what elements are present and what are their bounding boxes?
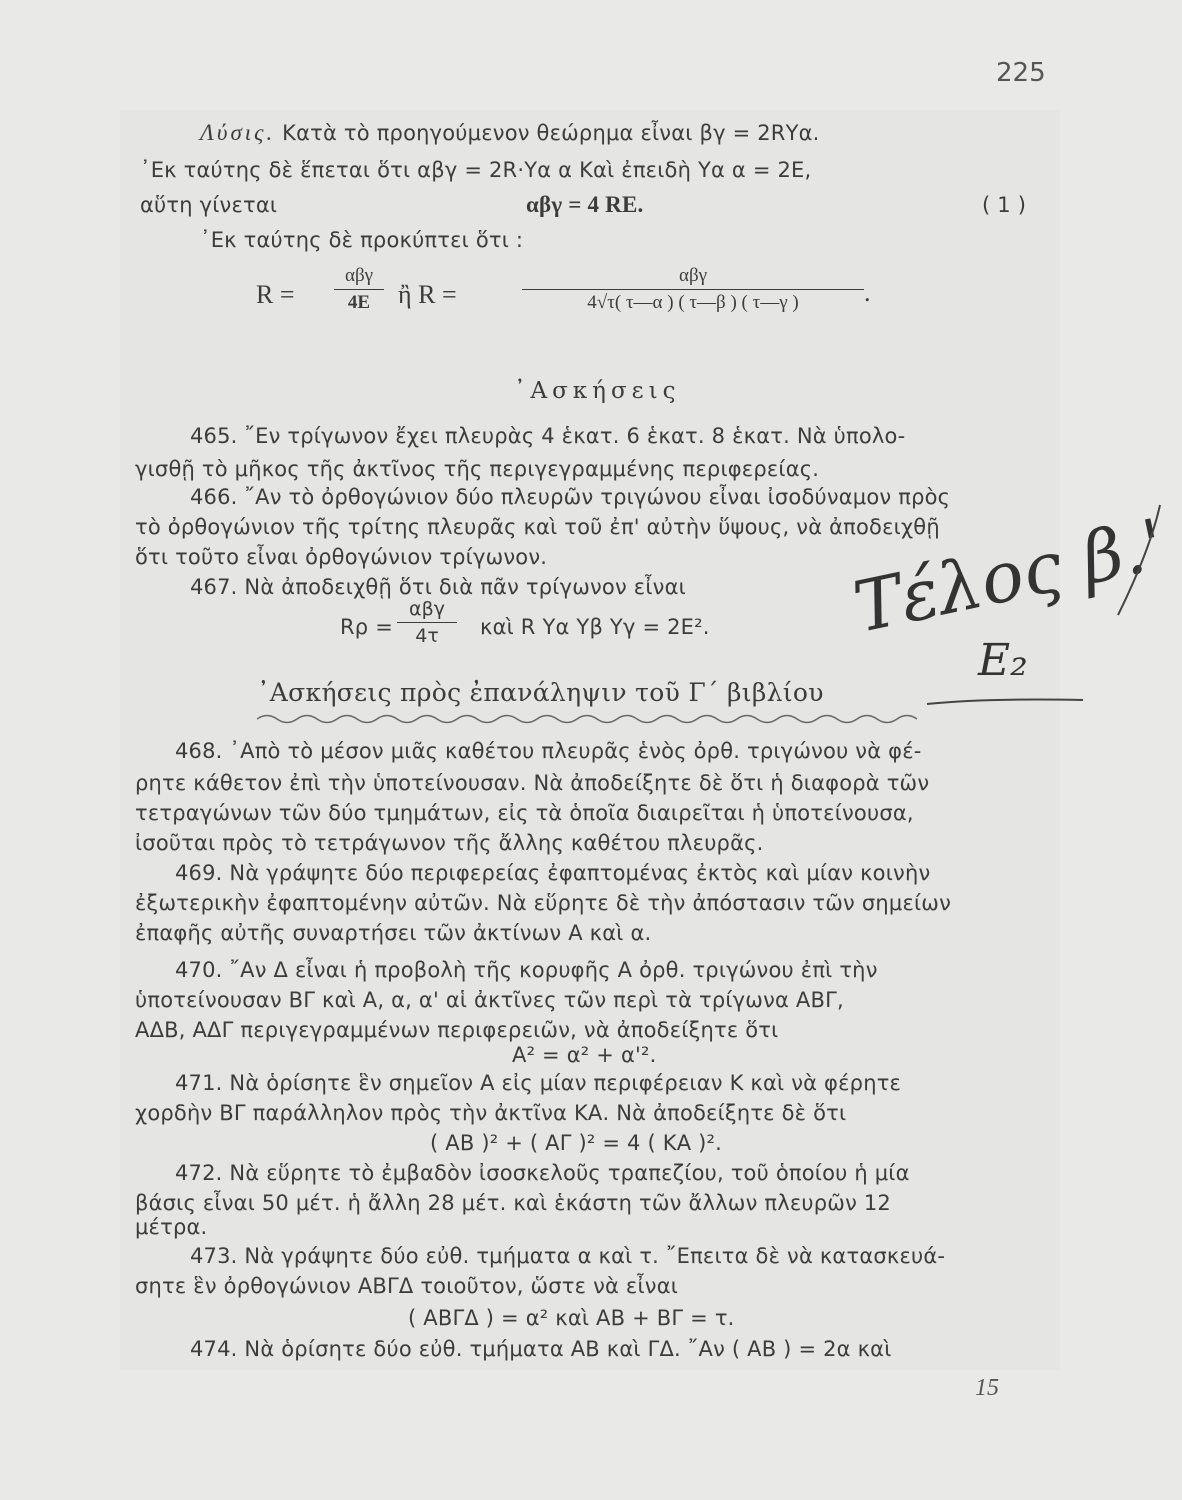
ex465-line-1: 465. ῎Εν τρίγωνον ἔχει πλευρὰς 4 ἑκατ. 6 ἑκατ. 8 ἑκατ. Νὰ ὑπολο- [190,424,906,448]
ex473-line-1: 473. Νὰ γράψητε δύο εὐθ. τμήματα α καὶ τ. ῎Επειτα δὲ νὰ κατασκευά- [190,1244,946,1268]
ex466-line-2: τὸ ὀρθογώνιον τῆς τρίτης πλευρᾶς καὶ τοῦ ἐπ' αὐτὴν ὕψους, νὰ ἀποδειχθῇ [135,515,940,539]
page-number: 225 [996,58,1046,88]
solution-text-1: Κατὰ τὸ προηγούμενον θεώρημα εἶναι βγ = 2RΥα. [282,121,820,145]
ex474-line-1: 474. Νὰ ὁρίσητε δύο εὐθ. τμήματα ΑΒ καὶ ΓΔ. ῎Αν ( ΑΒ ) = 2α καὶ [190,1337,892,1361]
ex468-line-3: τετραγώνων τῶν δύο τμημάτων, εἰς τὰ ὁποῖα διαιρεῖται ἡ ὑποτείνουσα, [135,801,914,825]
fraction-abg-4t [397,597,457,648]
ex468-line-1: 468. ᾿Απὸ τὸ μέσον μιᾶς καθέτου πλευρᾶς ἑνὸς ὀρθ. τριγώνου νὰ φέ- [175,739,922,763]
ex472-line-1: 472. Νὰ εὕρητε τὸ ἐμβαδὸν ἰσοσκελοῦς τραπεζίου, τοῦ ὁποίου ἡ μία [175,1161,910,1185]
handwritten-slash [1110,500,1170,620]
fraction-numerator: αβγ [409,598,445,620]
fraction-denominator: 4√τ( τ—α ) ( τ—β ) ( τ—γ ) [587,292,799,313]
ex467-formula-left: Rρ = [340,615,393,639]
ex467-formula-right: καὶ R Υα Υβ Υγ = 2Ε². [480,615,710,639]
solution-line-4: ᾿Εκ ταύτης δὲ προκύπτει ὅτι : [200,228,524,252]
solution-label: Λύσις. [200,120,276,145]
equation-number: ( 1 ) [982,193,1027,217]
ex466-line-1: 466. ῎Αν τὸ ὀρθογώνιον δύο πλευρῶν τριγώνου εἶναι ἰσοδύναμον πρὸς [190,485,951,509]
ex469-line-3: ἐπαφῆς αὐτῆς συναρτήσει τῶν ἀκτίνων Α καὶ α. [135,921,652,945]
ex471-line-2: χορδὴν ΒΓ παράλληλον πρὸς τὴν ἀκτῖνα ΚΑ. Νὰ ἀποδείξητε δὲ ὅτι [135,1101,847,1125]
fraction-bar [397,622,457,623]
ex473-line-2: σητε ἓν ὀρθογώνιον ΑΒΓΔ τοιοῦτον, ὥστε νὰ εἶναι [135,1274,679,1298]
fraction-numerator: αβγ [344,265,374,286]
solution-line-3-formula: αβγ = 4 RE. [526,192,644,217]
ex473-formula: ( ΑΒΓΔ ) = α² καὶ ΑΒ + ΒΓ = τ. [408,1306,735,1330]
ex470-line-2: ὑποτείνουσαν ΒΓ καὶ Α, α, α' αἱ ἀκτῖνες τῶν περὶ τὰ τρίγωνα ΑΒΓ, [135,988,844,1012]
handwritten-subnote: Ε₂ [978,635,1028,686]
solution-line-1 [200,118,820,148]
wavy-underline [257,712,927,726]
fraction-denominator: 4E [347,292,371,313]
ex467-line-1: 467. Νὰ ἀποδειχθῇ ὅτι διὰ πᾶν τρίγωνον εἶναι [190,575,686,599]
ex466-line-3: ὅτι τοῦτο εἶναι ὀρθογώνιον τρίγωνον. [135,545,548,569]
formula-period: . [864,278,871,307]
ex468-line-2: ρητε κάθετον ἐπὶ τὴν ὑποτείνουσαν. Νὰ ἀποδείξητε δὲ ὅτι ἡ διαφορὰ τῶν [135,771,930,795]
ex472-line-3: μέτρα. [135,1215,208,1239]
fraction-denominator: 4τ [415,625,439,647]
solution-line-2: ᾿Εκ ταύτης δὲ ἕπεται ὅτι αβγ = 2R·Υα α Καὶ ἐπειδὴ Υα α = 2Ε, [140,158,812,182]
fraction-abg-sqrt [522,264,864,315]
exercises-heading: ᾿Ασκήσεις [514,378,681,404]
handwritten-underline [925,690,1085,710]
fraction-bar [334,289,384,290]
ex465-line-2: γισθῇ τὸ μῆκος τῆς ἀκτῖνος τῆς περιγεγραμμένης περιφερείας. [135,457,820,481]
formula-R: R = [256,280,295,309]
ex470-line-1: 470. ῎Αν Δ εἶναι ἡ προβολὴ τῆς κορυφῆς Α ὀρθ. τριγώνου ἐπὶ τὴν [175,958,878,982]
ex471-formula: ( ΑΒ )² + ( ΑΓ )² = 4 ( ΚΑ )². [430,1131,723,1155]
ex469-line-1: 469. Νὰ γράψητε δύο περιφερείας ἐφαπτομένας ἐκτὸς καὶ μίαν κοινὴν [175,861,931,885]
solution-line-3-left: αὕτη γίνεται [140,193,278,217]
review-heading: ᾿Ασκήσεις πρὸς ἐπανάληψιν τοῦ Γ΄ βιβλίου [257,678,824,707]
fraction-bar [522,289,864,290]
handwritten-note: Τέλος β.' [846,503,1172,649]
ex468-line-4: ἰσοῦται πρὸς τὸ τετράγωνον τῆς ἄλλης καθέτου πλευρᾶς. [135,831,764,855]
ex470-line-3: ΑΔΒ, ΑΔΓ περιγεγραμμένων περιφερειῶν, νὰ ἀποδείξητε ὅτι [135,1018,779,1042]
fraction-abg-4E [334,264,384,315]
ex472-line-2: βάσις εἶναι 50 μέτ. ἡ ἄλλη 28 μέτ. καὶ ἑκάστη τῶν ἄλλων πλευρῶν 12 [135,1191,891,1215]
ex469-line-2: ἐξωτερικὴν ἐφαπτομένην αὐτῶν. Νὰ εὕρητε δὲ τὴν ἀπόστασιν τῶν σημείων [135,891,952,915]
ex470-formula: Α² = α² + α'². [512,1043,657,1067]
footer-number: 15 [975,1375,999,1401]
formula-or-R: ἢ R = [398,280,457,309]
ex471-line-1: 471. Νὰ ὁρίσητε ἓν σημεῖον Α εἰς μίαν περιφέρειαν Κ καὶ νὰ φέρητε [175,1071,902,1095]
fraction-numerator: αβγ [678,265,708,286]
